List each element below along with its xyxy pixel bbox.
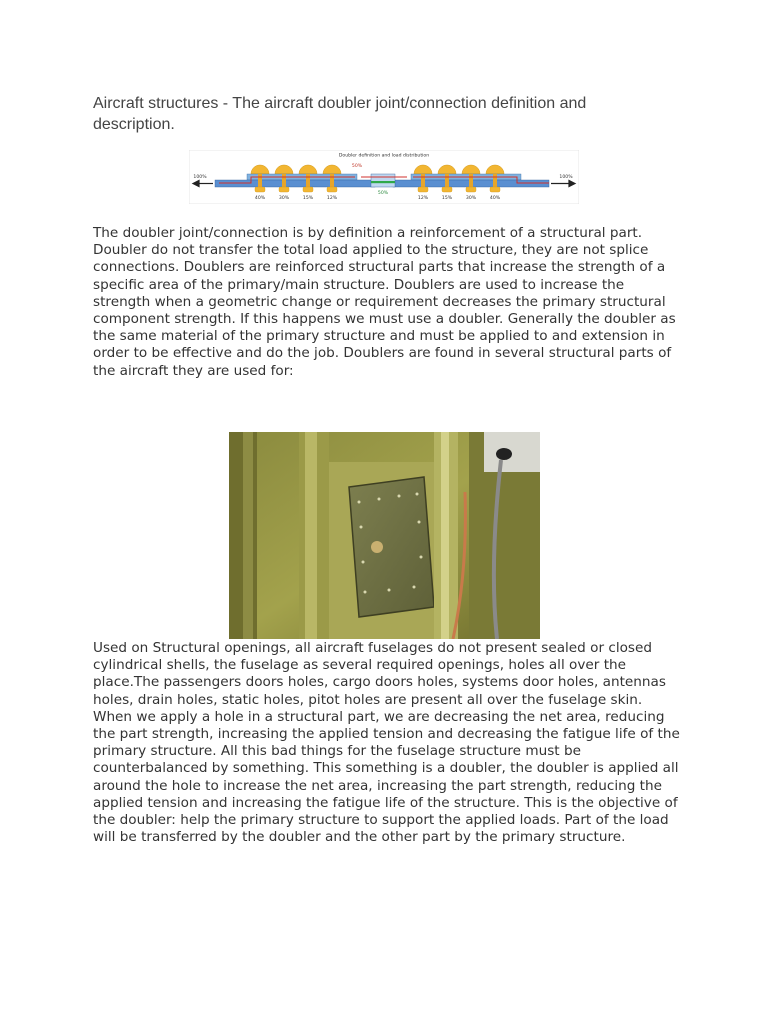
rivet-load-label: 40%: [254, 196, 266, 201]
center-percent-label: 50%: [377, 191, 389, 196]
doubler-photo: [229, 432, 540, 639]
paragraph-structural-openings: Used on Structural openings, all aircraft fuselages do not present sealed or closed cylindrical shells, the fuselage as several required openings, holes all over the place.The passengers doors holes, cargo doors holes, systems door holes, antennas holes, drain holes, static holes, pitot holes are present all over the fuselage skin. When we apply a hole in a structural part, we are decreasing the net area, reducing the part strength, increasing the applied tension and decreasing the fatigue life of the primary structure. All this bad things for the fuselage structure must be counterbalanced by something. This something is a doubler, the doubler is applied all around the hole to increase the net area, increasing the part strength, reducing the applied tension and increasing the fatigue life of the structure. This is the objective of the doubler: help the primary structure to support the applied loads. Part of the load will be transferred by the doubler and the other part by the primary structure.: [93, 640, 680, 846]
rivet-load-label: 15%: [302, 196, 314, 201]
left-load-label: 100%: [193, 175, 207, 180]
rivet-load-label: 12%: [326, 196, 338, 201]
rivet-load-label: 15%: [441, 196, 453, 201]
rivet-load-label: 30%: [278, 196, 290, 201]
diagram-caption: Doubler definition and load distribution: [338, 153, 430, 159]
rivet-load-label: 40%: [489, 196, 501, 201]
document-title: Aircraft structures - The aircraft doubler joint/connection definition and description.: [93, 95, 587, 133]
top-percent-label: 50%: [351, 164, 363, 169]
doubler-load-diagram: [189, 150, 579, 204]
rivet-load-label: 30%: [465, 196, 477, 201]
rivet-load-label: 12%: [417, 196, 429, 201]
right-load-label: 100%: [559, 175, 573, 180]
paragraph-definition: The doubler joint/connection is by definition a reinforcement of a structural part. Doubler do not transfer the total load applied to the structure, they are not splice connections. Doublers are reinforced structural parts that increase the strength of a specific area of the primary/main structure. Doublers are used to increase the strength when a geometric change or requirement decreases the primary structural component strength. If this happens we must use a doubler. Generally the doubler as the same material of the primary structure and must be applied to and extension in order to be effective and do the job. Doublers are found in several structural parts of the aircraft they are used for:: [93, 225, 676, 379]
